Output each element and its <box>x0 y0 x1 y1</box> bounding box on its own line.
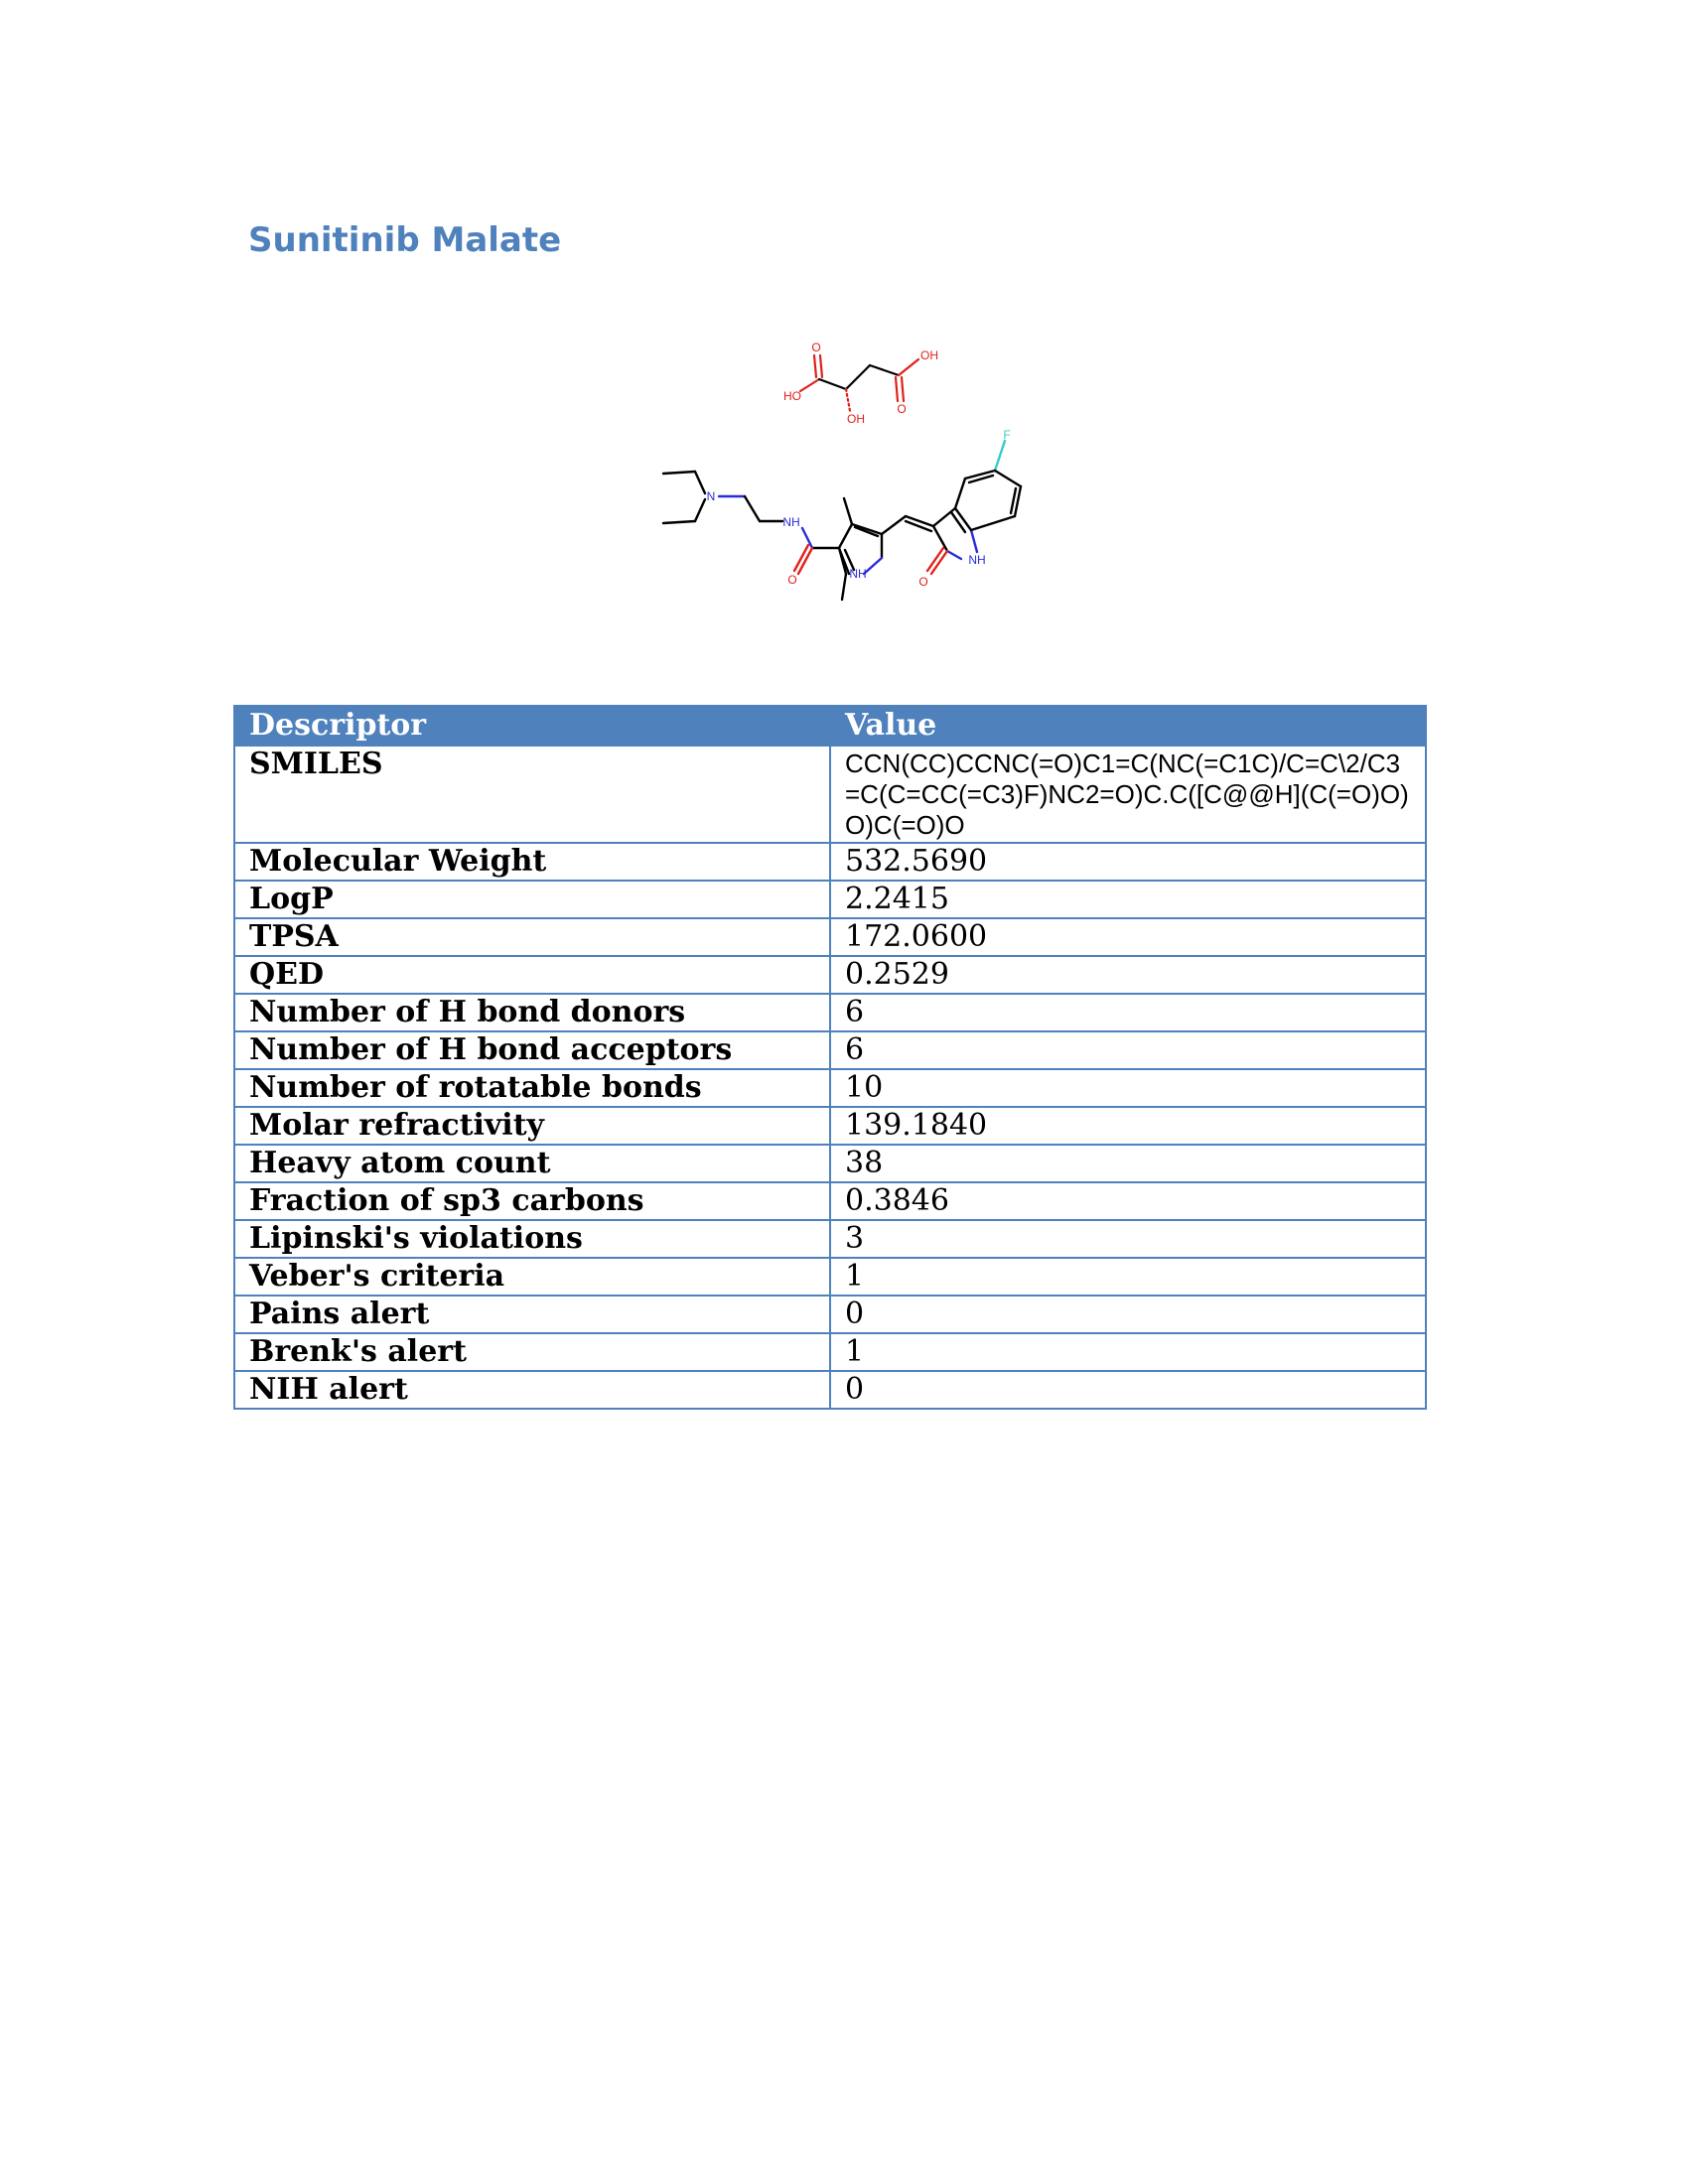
row-label: TPSA <box>234 918 830 956</box>
row-value: 139.1840 <box>830 1107 1426 1145</box>
row-value: CCN(CC)CCNC(=O)C1=C(NC(=C1C)/C=C\2/C3=C(C=CC(=C3)F)NC2=O)C.C([C@@H](C(=O)O)O)C(=O)O <box>830 746 1426 843</box>
molecule-structure <box>635 318 1053 615</box>
row-label: Heavy atom count <box>234 1145 830 1182</box>
row-value: 10 <box>830 1069 1426 1107</box>
row-label: SMILES <box>234 746 830 843</box>
row-label: Number of rotatable bonds <box>234 1069 830 1107</box>
row-label: Pains alert <box>234 1296 830 1333</box>
table-row <box>234 956 1426 994</box>
header-descriptor: Descriptor <box>234 706 830 746</box>
atom-n: N <box>706 489 716 503</box>
row-value: 1 <box>830 1333 1426 1371</box>
row-label: Veber's criteria <box>234 1258 830 1296</box>
row-label: Number of H bond acceptors <box>234 1031 830 1069</box>
atom-o2: O <box>897 402 907 416</box>
row-value: 3 <box>830 1220 1426 1258</box>
header-value: Value <box>830 706 1426 746</box>
row-label: Brenk's alert <box>234 1333 830 1371</box>
atom-nh-pyrrole: NH <box>849 567 867 581</box>
table-row <box>234 1069 1426 1107</box>
row-label: Fraction of sp3 carbons <box>234 1182 830 1220</box>
table-row <box>234 1031 1426 1069</box>
table-row <box>234 1220 1426 1258</box>
table-row <box>234 1371 1426 1409</box>
atom-nh-indole: NH <box>968 553 986 567</box>
table-header-row <box>234 706 1426 746</box>
table-row <box>234 881 1426 918</box>
table-row <box>234 1107 1426 1145</box>
atom-ho: HO <box>783 389 801 403</box>
table-row <box>234 1333 1426 1371</box>
table-row <box>234 1258 1426 1296</box>
row-label: QED <box>234 956 830 994</box>
row-value: 2.2415 <box>830 881 1426 918</box>
row-value: 0 <box>830 1296 1426 1333</box>
row-value: 6 <box>830 1031 1426 1069</box>
table-row <box>234 1145 1426 1182</box>
row-value: 38 <box>830 1145 1426 1182</box>
row-label: Molecular Weight <box>234 843 830 881</box>
row-value: 6 <box>830 994 1426 1031</box>
table-row <box>234 918 1426 956</box>
row-label: Molar refractivity <box>234 1107 830 1145</box>
row-value: 532.5690 <box>830 843 1426 881</box>
table-row <box>234 994 1426 1031</box>
row-label: LogP <box>234 881 830 918</box>
row-value: 172.0600 <box>830 918 1426 956</box>
row-value: 1 <box>830 1258 1426 1296</box>
sunitinib-bonds <box>663 441 1021 600</box>
atom-oh-top: OH <box>920 348 938 362</box>
atom-o1: O <box>811 341 821 354</box>
row-value: 0 <box>830 1371 1426 1409</box>
row-label: NIH alert <box>234 1371 830 1409</box>
row-value: 0.3846 <box>830 1182 1426 1220</box>
table-row <box>234 1182 1426 1220</box>
row-value: 0.2529 <box>830 956 1426 994</box>
atom-o-amide: O <box>787 573 797 587</box>
atom-f: F <box>1003 428 1011 442</box>
atom-o-lactam: O <box>918 575 928 589</box>
row-label: Number of H bond donors <box>234 994 830 1031</box>
table-row <box>234 746 1426 843</box>
row-label: Lipinski's violations <box>234 1220 830 1258</box>
table-row <box>234 1296 1426 1333</box>
atom-oh-mid: OH <box>847 412 865 426</box>
atom-nh-amide: NH <box>782 515 800 529</box>
descriptor-table <box>233 705 1427 1410</box>
table-row <box>234 843 1426 881</box>
page-title: Sunitinib Malate <box>248 220 562 260</box>
